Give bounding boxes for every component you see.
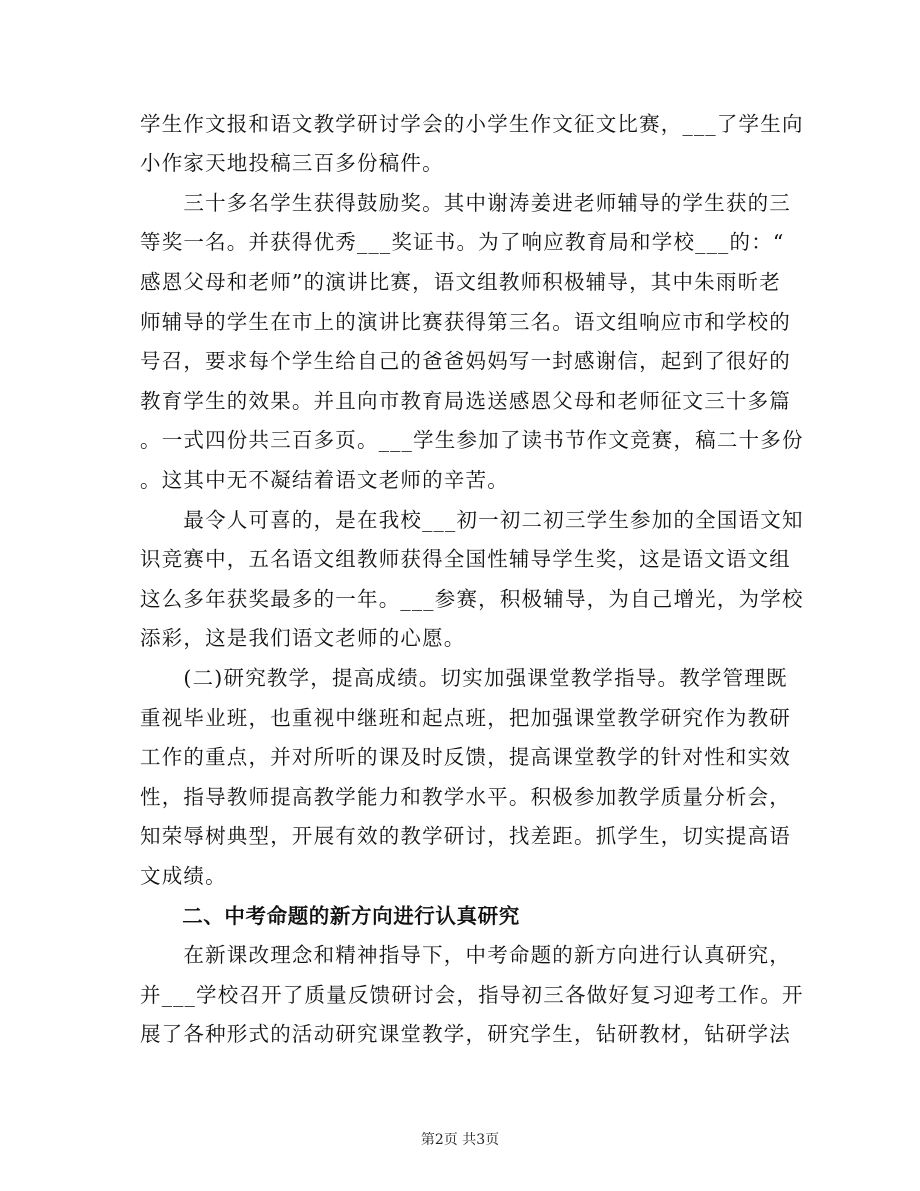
page-number: 第2页 共3页 — [420, 1132, 500, 1148]
text-line: 号召，要求每个学生给自己的爸爸妈妈写一封感谢信，起到了很好的 — [140, 349, 791, 373]
text-line: 最令人可喜的，是在我校___初一初二初三学生参加的全国语文知 — [140, 508, 804, 532]
text-line: 在新课改理念和精神指导下，中考命题的新方向进行认真研究， — [140, 943, 791, 967]
text-line: 并___学校召开了质量反馈研讨会，指导初三各做好复习迎考工作。开 — [140, 983, 804, 1007]
text-line: 感恩父母和老师”的演讲比赛，语文组教师积极辅导，其中朱雨昕老 — [140, 270, 781, 294]
text-line: 小作家天地投稿三百多份稿件。 — [140, 151, 444, 175]
text-line: 。这其中无不凝结着语文老师的辛苦。 — [140, 468, 509, 492]
text-line: 这么多年获奖最多的一年。___参赛，积极辅导，为自己增光，为学校 — [140, 587, 804, 611]
text-line: 重视毕业班，也重视中继班和起点班，把加强课堂教学研究作为教研 — [140, 706, 791, 730]
text-line: 知荣辱树典型，开展有效的教学研讨，找差距。抓学生，切实提高语 — [140, 824, 791, 848]
text-line: 教育学生的效果。并且向市教育局选送感恩父母和老师征文三十多篇 — [140, 389, 791, 413]
text-line: 学生作文报和语文教学研讨学会的小学生作文征文比赛，___了学生向 — [140, 112, 804, 136]
text-line: 。一式四份共三百多页。___学生参加了读书节作文竞赛，稿二十多份 — [140, 428, 804, 452]
text-line: 性，指导教师提高教学能力和教学水平。积极参加教学质量分析会， — [140, 785, 791, 809]
text-line: 工作的重点，并对所听的课及时反馈，提高课堂教学的针对性和实效 — [140, 745, 791, 769]
text-line: 识竞赛中，五名语文组教师获得全国性辅导学生奖，这是语文语文组 — [140, 547, 791, 571]
text-line: 师辅导的学生在市上的演讲比赛获得第三名。语文组响应市和学校的 — [140, 310, 791, 334]
section-heading: 二、中考命题的新方向进行认真研究 — [140, 904, 520, 928]
text-line: 文成绩。 — [140, 864, 227, 888]
text-line: 三十多名学生获得鼓励奖。其中谢涛姜进老师辅导的学生获的三 — [140, 191, 791, 215]
text-line: (二)研究教学，提高成绩。切实加强课堂教学指导。教学管理既 — [140, 666, 788, 690]
text-line: 展了各种形式的活动研究课堂教学，研究学生，钻研教材，钻研学法 — [140, 1022, 791, 1046]
text-line: 等奖一名。并获得优秀___奖证书。为了响应教育局和学校___的：“ — [140, 230, 785, 254]
text-line: 添彩，这是我们语文老师的心愿。 — [140, 626, 466, 650]
